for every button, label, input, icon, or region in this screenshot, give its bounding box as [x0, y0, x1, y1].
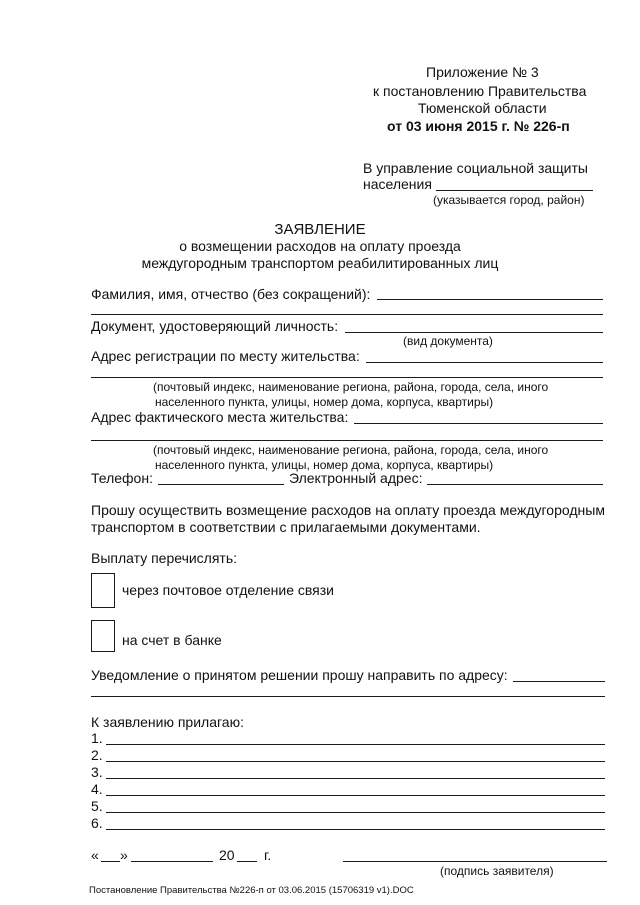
post-office-option: через почтовое отделение связи: [122, 582, 334, 598]
date-month-field[interactable]: [131, 861, 213, 862]
reg-address-note-2: населенного пункта, улицы, номер дома, корпуса, квартиры): [155, 395, 494, 409]
appendix-number: Приложение № 3: [426, 64, 539, 80]
fact-address-note-1: (почтовый индекс, наименование региона, района, города, села, иного: [153, 443, 549, 457]
reg-address-field-continued[interactable]: [91, 377, 603, 378]
fact-address-note-2: населенного пункта, улицы, номер дома, корпуса, квартиры): [155, 458, 494, 472]
document-field[interactable]: [345, 332, 603, 333]
signature-note: (подпись заявителя): [440, 864, 554, 878]
document-title: ЗАЯВЛЕНИЕ: [274, 221, 366, 238]
email-label: Электронный адрес:: [289, 470, 423, 486]
appendix-date: от 03 июня 2015 г. № 226-п: [387, 118, 570, 134]
fact-address-field[interactable]: [354, 423, 603, 424]
footer-text: Постановление Правительства №226-п от 03.06.2015 (15706319 v1).DOC: [89, 885, 414, 896]
phone-label: Телефон:: [91, 470, 153, 486]
fio-field[interactable]: [377, 299, 603, 300]
bank-account-option: на счет в банке: [122, 632, 222, 648]
fact-address-field-continued[interactable]: [91, 440, 603, 441]
notification-field-continued[interactable]: [91, 696, 605, 697]
recipient-note: (указывается город, район): [433, 193, 585, 207]
fact-address-label: Адрес фактического места жительства:: [91, 409, 349, 425]
date-year-suffix: г.: [264, 847, 272, 863]
reg-address-label: Адрес регистрации по месту жительства:: [91, 348, 360, 364]
appendix-reference: к постановлению Правительства: [373, 83, 587, 99]
attachment-number: 2.: [91, 747, 103, 763]
request-line1: Прошу осуществить возмещение расходов на оплату проезда междугородным: [91, 502, 605, 518]
date-quote-open: «: [91, 847, 99, 863]
attachment-number: 4.: [91, 781, 103, 797]
recipient-field[interactable]: [436, 190, 593, 191]
document-note: (вид документа): [403, 334, 493, 348]
appendix-region: Тюменской области: [418, 100, 547, 116]
signature-field[interactable]: [343, 861, 607, 862]
attachment-field[interactable]: [106, 795, 605, 796]
date-quote-close: »: [120, 847, 128, 863]
attachment-number: 3.: [91, 764, 103, 780]
attachment-field[interactable]: [106, 744, 605, 745]
attachment-field[interactable]: [106, 761, 605, 762]
attachment-field[interactable]: [106, 812, 605, 813]
attachments-label: К заявлению прилагаю:: [91, 714, 244, 730]
attachment-number: 1.: [91, 730, 103, 746]
notification-label: Уведомление о принятом решении прошу направить по адресу:: [91, 667, 508, 683]
notification-field[interactable]: [513, 681, 605, 682]
fio-label: Фамилия, имя, отчество (без сокращений):: [91, 286, 371, 302]
bank-account-checkbox[interactable]: [91, 620, 115, 652]
phone-field[interactable]: [158, 484, 284, 485]
attachment-number: 5.: [91, 798, 103, 814]
date-year-field[interactable]: [237, 861, 257, 862]
attachment-field[interactable]: [106, 829, 605, 830]
title-line3: междугородным транспортом реабилитированных лиц: [141, 255, 499, 271]
attachment-number: 6.: [91, 815, 103, 831]
title-line2: о возмещении расходов на оплату проезда: [179, 238, 461, 254]
date-day-field[interactable]: [101, 861, 120, 862]
fio-field-continued[interactable]: [91, 314, 603, 315]
document-label: Документ, удостоверяющий личность:: [91, 318, 339, 334]
recipient-line2: населения: [363, 176, 432, 192]
post-office-checkbox[interactable]: [91, 573, 115, 608]
attachment-field[interactable]: [106, 778, 605, 779]
reg-address-field[interactable]: [366, 362, 603, 363]
recipient-line1: В управление социальной защиты: [363, 160, 588, 176]
email-field[interactable]: [427, 484, 603, 485]
date-year-prefix: 20: [219, 847, 235, 863]
request-line2: транспортом в соответствии с прилагаемыми документами.: [91, 519, 481, 535]
reg-address-note-1: (почтовый индекс, наименование региона, района, города, села, иного: [153, 380, 549, 394]
payment-label: Выплату перечислять:: [91, 550, 238, 566]
